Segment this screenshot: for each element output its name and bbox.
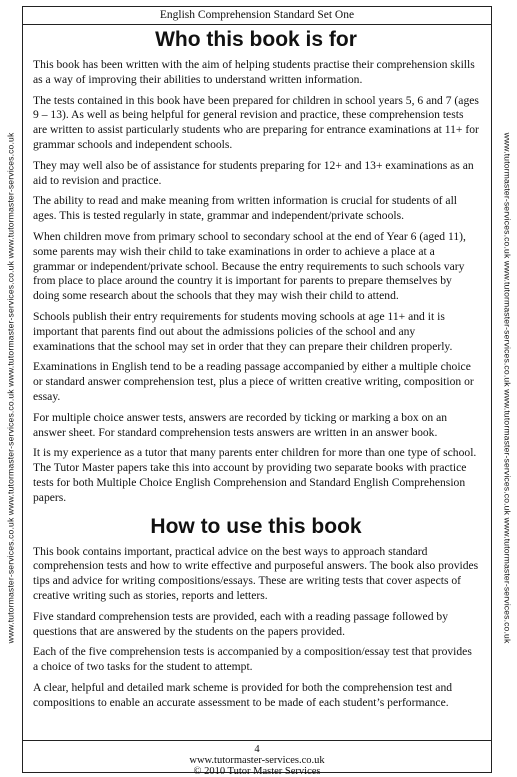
paragraph: A clear, helpful and detailed mark scheme is provided for both the comprehension test and compositions to enable an accurate assessment to be made of each student’s performance. xyxy=(33,680,453,709)
paragraph: The tests contained in this book have been prepared for children in school years 5, 6 and 7 (ages 9 – 13). As well as being helpful for general revision and practice, these comprehension tests are written to assist particularly students who are preparing for entrance examinations at 11+ for grammar schools and independent schools. xyxy=(33,93,479,151)
paragraph: They may well also be of assistance for students preparing for 12+ and 13+ examinations as an aid to revision and practice. xyxy=(33,158,474,187)
running-header: English Comprehension Standard Set One xyxy=(23,7,491,25)
paragraph: When children move from primary school to secondary school at the end of Year 6 (aged 11), some parents may wish their child to take examinations in order to achieve a place at a grammar or independent/private school. Because the entry requirements to such schools vary from place to place around the country it is important for parents to prepare themselves by doing some research about the schools that they may wish their child to attend. xyxy=(33,229,466,303)
paragraph: This book has been written with the aim of helping students practise their comprehension skills as a way of improving their abilities to understand written information. xyxy=(33,58,475,86)
paragraph: For multiple choice answer tests, answers are recorded by ticking or marking a box on an answer sheet. For standard comprehension tests answers are written in an answer book. xyxy=(33,410,448,439)
paragraph: Schools publish their entry requirements for students moving schools at age 11+ and it is important that parents find out about the admissions policies of the school and any examinations that the school may set in order that they can prepare their children properly. xyxy=(33,309,453,353)
page-frame xyxy=(22,6,492,777)
paragraph: This book contains important, practical advice on the best ways to approach standard comprehension tests and how to write effective and purposeful answers. The book also provides tips and advice for writing compositions/essays. These are writing tests that cover aspects of creative writing such as stories, reports and letters. xyxy=(33,544,479,602)
page-number: 4 xyxy=(254,744,260,755)
section-heading-how-to-use-this-book: How to use this book xyxy=(150,514,362,538)
right-margin-watermark xyxy=(498,0,516,775)
left-margin-watermark xyxy=(1,0,19,775)
paragraph: Examinations in English tend to be a reading passage accompanied by either a multiple choice or standard answer comprehension test, plus a piece of written creative writing, composition or essay. xyxy=(33,360,474,403)
left-margin-text: www.tutormaster-services.co.uk www.tutormaster-services.co.uk www.tutormaster-services.co.uk www.tutormaster-services.co.uk xyxy=(5,132,15,643)
page-content xyxy=(33,27,479,716)
page-footer xyxy=(23,740,491,777)
paragraph: It is my experience as a tutor that many parents enter children for more than one type of school. The Tutor Master papers take this into account by providing two separate books with practice tests for both Multiple Choice English Comprehension and Standard English Comprehension papers. xyxy=(33,446,477,504)
right-margin-text: www.tutormaster-services.co.uk www.tutormaster-services.co.uk www.tutormaster-services.co.uk www.tutormaster-services.co.uk xyxy=(502,132,512,643)
paragraph: The ability to read and make meaning from written information is crucial for students of all ages. This is tested regularly in state, grammar and independent/private schools. xyxy=(33,194,458,223)
footer-website: www.tutormaster-services.co.uk xyxy=(189,755,325,766)
footer-copyright: © 2010 Tutor Master Services xyxy=(193,766,321,777)
section-heading-who-this-book-is-for: Who this book is for xyxy=(155,28,357,51)
paragraph: Five standard comprehension tests are provided, each with a reading passage followed by questions that are answered by the students on the papers provided. xyxy=(33,609,448,638)
paragraph: Each of the five comprehension tests is accompanied by a composition/essay test that provides a choice of two tasks for the student to attempt. xyxy=(33,645,472,674)
